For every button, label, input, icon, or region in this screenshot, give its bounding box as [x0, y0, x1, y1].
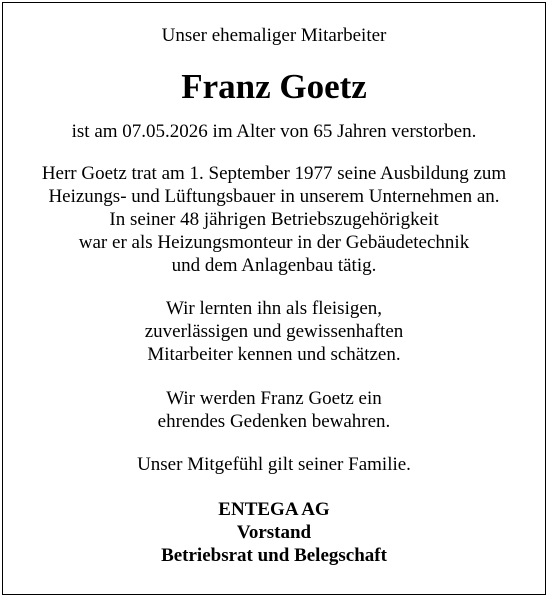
signature-company: ENTEGA AG [218, 499, 330, 520]
biography-line: Heizungs- und Lüftungsbauer in unserem Unternehmen an. [48, 186, 500, 207]
signature-staff: Betriebsrat und Belegschaft [161, 545, 387, 566]
remembrance-line: ehrendes Gedenken bewahren. [157, 411, 391, 432]
biography-line: und dem Anlagenbau tätig. [171, 255, 377, 276]
remembrance-line: Wir werden Franz Goetz ein [166, 388, 382, 409]
biography-line: war er als Heizungsmonteur in der Gebäudetechnik [78, 232, 470, 253]
signature-board: Vorstand [236, 522, 312, 543]
appreciation-line: zuverlässigen und gewissenhaften [144, 321, 404, 342]
biography-line: Herr Goetz trat am 1. September 1977 seine Ausbildung zum [41, 163, 507, 184]
appreciation-line: Wir lernten ihn als fleisigen, [165, 298, 383, 319]
death-announcement: ist am 07.05.2026 im Alter von 65 Jahren verstorben. [71, 121, 477, 142]
obituary-notice [2, 2, 546, 595]
appreciation-line: Mitarbeiter kennen und schätzen. [147, 344, 401, 365]
deceased-name: Franz Goetz [181, 67, 367, 106]
condolence-line: Unser Mitgefühl gilt seiner Familie. [137, 454, 411, 475]
biography-line: In seiner 48 jährigen Betriebszugehörigkeit [109, 209, 439, 230]
intro-line: Unser ehemaliger Mitarbeiter [161, 25, 387, 46]
